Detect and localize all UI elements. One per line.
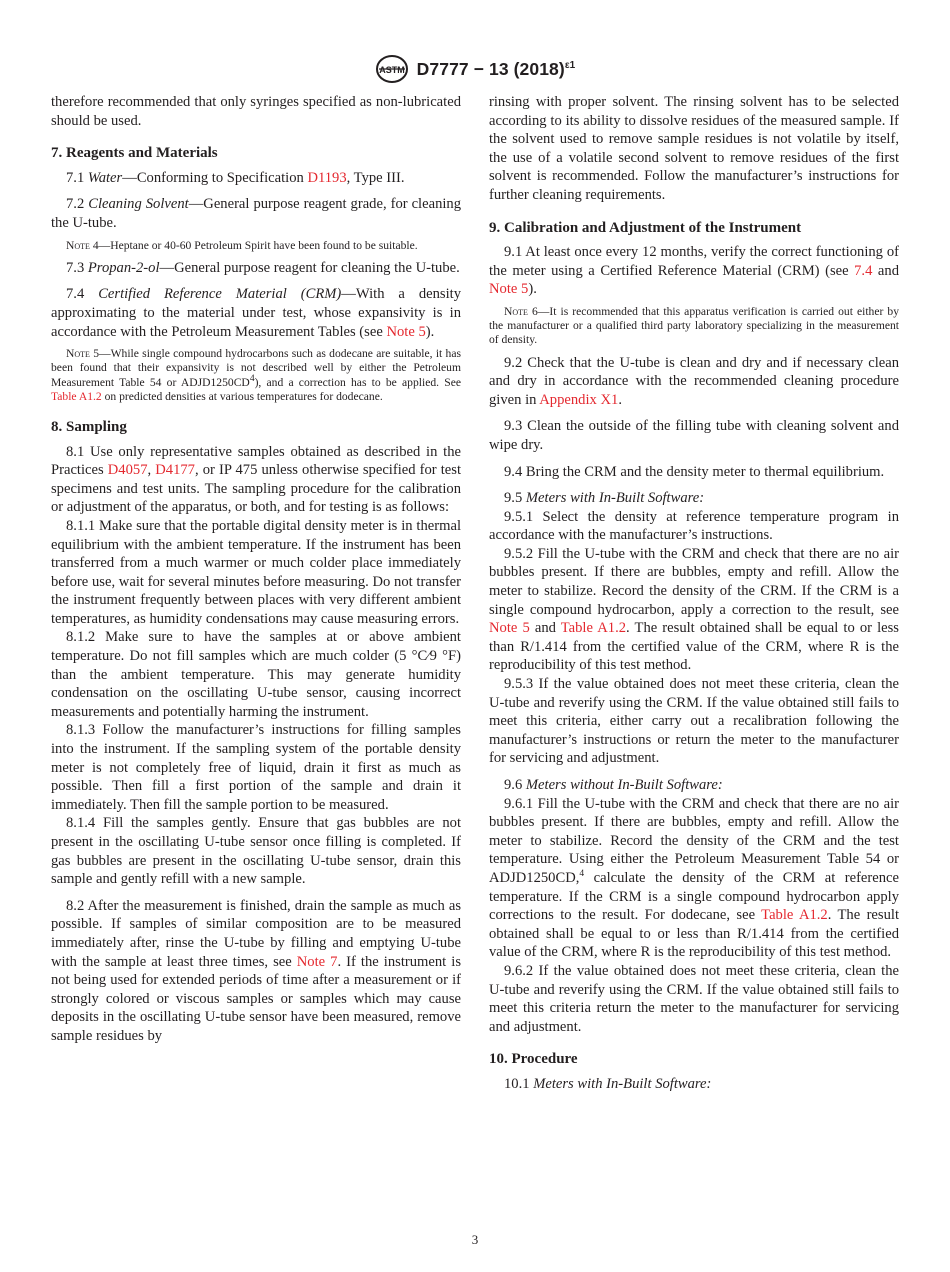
right-column xyxy=(489,93,899,1094)
link-table-a1-2-c[interactable]: Table A1.2 xyxy=(761,907,828,924)
paragraph-8-1: 8.1 Use only representative samples obtained as described in the Practices D4057, D4177, or IP 475 unless otherwise specified for test specimens and test units. The sampling procedure for the calibration or adjustment of the apparatus, or both, and for testing is as follows: xyxy=(51,443,462,516)
paragraph-9-6-1: 9.6.1 Fill the U-tube with the CRM and check that there are no air bubbles present. If there are bubbles, empty and refill. Allow the meter to stabilize. Record the density of the CRM and the test temperature. Using either the Petroleum Measurement Table 54 or ADJD1250CD,$^4$ calculate the density of the CRM at reference temperature. If the CRM is a single compound hydrocarbon apply corrections to the result. For dodecane, see Table A1.2. The result obtained shall be equal to or less than R/1.414 from the certified value of the CRM, where R is the reproducibility of this test method. xyxy=(489,795,899,961)
paragraph-9-5-3: 9.5.3 If the value obtained does not meet these criteria, clean the U-tube and reverify using the CRM. If the value obtained still fails to meet this criteria, either carry out a recalibration following the manufacturer’s instructions or return the meter to the manufacturer for servicing and adjustment. xyxy=(489,676,899,767)
paragraph-7-1: 7.1 Water—Conforming to Specification D1193, Type III. xyxy=(66,169,405,186)
link-note-5-right[interactable]: Note 5 xyxy=(489,281,529,298)
link-table-a1-2-b[interactable]: Table A1.2 xyxy=(560,620,627,637)
left-column xyxy=(51,93,461,1046)
paragraph-7-4: 7.4 Certified Reference Material (CRM)—With a density approximating to the material under test, whose expansivity is in accordance with the Petroleum Measurement Tables (see Note 5). xyxy=(51,286,462,340)
paragraph-9-5: 9.5 Meters with In-Built Software: xyxy=(504,490,705,507)
continuation-text: therefore recommended that only syringes specified as non-lubricated should be used. xyxy=(51,94,461,129)
link-appendix-x1[interactable]: Appendix X1 xyxy=(539,391,619,408)
paragraph-9-2: 9.2 Check that the U-tube is clean and dry and if necessary clean and dry in accordance with the recommended cleaning procedure given in Appendix X1. xyxy=(489,354,899,408)
link-note-5-b[interactable]: Note 5 xyxy=(489,620,530,637)
note-4: Note 4—Heptane or 40-60 Petroleum Spirit have been found to be suitable. xyxy=(66,238,418,252)
link-note-5[interactable]: Note 5 xyxy=(386,323,426,340)
paragraph-9-6: 9.6 Meters without In-Built Software: xyxy=(504,777,723,794)
document-designation: D7777 − 13 $(2018)^{\varepsilon 1}$ xyxy=(416,58,576,79)
link-7-4[interactable]: 7.4 xyxy=(854,262,873,279)
continuation-text-right: rinsing with proper solvent. The rinsing solvent has to be selected according to its ability to dissolve residues of the measured sample. If the solvent used to remove sample residues is not volatile by itself, the use of a volatile second solvent to remove residues of the first solvent is recommended. Follow the manufacturer’s instructions for further cleaning requirements. xyxy=(489,94,899,203)
link-note-7[interactable]: Note 7 xyxy=(296,953,338,970)
paragraph-7-2: 7.2 Cleaning Solvent—General purpose reagent grade, for cleaning the U-tube. xyxy=(51,196,462,231)
link-d4057[interactable]: D4057 xyxy=(107,462,148,479)
paragraph-9-5-1: 9.5.1 Select the density at reference temperature program in accordance with the manufacturer’s instructions. xyxy=(489,508,899,544)
paragraph-8-2: 8.2 After the measurement is finished, drain the sample as much as possible. If samples of similar composition are to be measured immediately after, rinse the U-tube by filling and emptying U-tube with the sample at least three times, see Note 7. If the instrument is not being used for extended periods of time after a measurement or if strongly colored or viscous samples or samples which may cause deposits in the oscillating U-tube sensor have been measured, remove sample residues by xyxy=(51,897,461,1044)
section-7-heading: 7. Reagents and Materials xyxy=(51,145,218,162)
paragraph-8-1-2: 8.1.2 Make sure to have the samples at or above ambient temperature. Do not fill samples which are much colder (5 °C⁄9 °F) than the ambient temperature. This may generate humidity condensation on the oscillating U-tube sensor, causing incorrect measurements and potentially harming the instrument. xyxy=(51,629,461,720)
paragraph-9-5-2: 9.5.2 Fill the U-tube with the CRM and check that there are no air bubbles present. If there are bubbles, empty and refill. Allow the meter to stabilize. Record the density of the CRM. If the CRM is a single compound hydrocarbon, apply a correction to the result, see Note 5 and Table A1.2. The result obtained shall be equal to or less than R/1.414 from the certified value of the CRM, where R is the reproducibility of this test method. xyxy=(489,545,899,674)
section-9-heading: 9. Calibration and Adjustment of the Instrument xyxy=(489,219,802,236)
paragraph-9-4: 9.4 Bring the CRM and the density meter to thermal equilibrium. xyxy=(504,463,885,480)
section-10-heading: 10. Procedure xyxy=(489,1051,578,1068)
paragraph-9-6-2: 9.6.2 If the value obtained does not meet these criteria, clean the U-tube and reverify using the CRM. If the value obtained still fails to meet this criteria return the meter to the manufacturer for servicing and adjustment. xyxy=(489,962,899,1035)
section-8-heading: 8. Sampling xyxy=(51,418,127,435)
page-number: 3 xyxy=(471,1232,479,1247)
link-d1193[interactable]: D1193 xyxy=(307,169,347,186)
paragraph-7-3: 7.3 Propan-2-ol—General purpose reagent for cleaning the U-tube. xyxy=(66,259,460,276)
paragraph-9-3: 9.3 Clean the outside of the filling tube with cleaning solvent and wipe dry. xyxy=(489,418,899,453)
paragraph-8-1-3: 8.1.3 Follow the manufacturer’s instructions for filling samples into the instrument. If the sampling system of the portable density meter is not completely free of liquid, drain it first as much as possible. Then fill a first portion of the sample and drain it immediately. Then fill the sample portion to be measured. xyxy=(51,722,461,813)
page-header xyxy=(0,54,950,84)
paragraph-8-1-1: 8.1.1 Make sure that the portable digital density meter is in thermal equilibrium with the ambient temperature. If the instrument has been transferred from a much warmer or much colder place immediately before use, wait for several minutes before measuring. Do not transfer the instrument frequently between places with very different ambient temperatures, as humidity condensations may cause measuring errors. xyxy=(51,517,461,627)
note-5: Note 5—While single compound hydrocarbons such as dodecane are suitable, it has been found that their expansivity is not described well by either the Petroleum Measurement Table 54 or $ADJD1250CD^4$), and a correction has to be applied. See Table A1.2 on predicted densities at various temperatures for dodecane. xyxy=(51,347,462,403)
paragraph-8-1-4: 8.1.4 Fill the samples gently. Ensure that gas bubbles are not present in the oscillating U-tube sensor once filling is completed. If gas bubbles are present in the oscillating U-tube sensor, drain this sample and gently refill with a new sample. xyxy=(51,815,461,888)
astm-logo xyxy=(375,54,409,84)
link-table-a1-2[interactable]: Table A1.2 xyxy=(51,389,102,403)
note-6: Note 6—It is recommended that this apparatus verification is carried out either by the manufacturer or a qualified third party laboratory specializing in the measurement of density. xyxy=(489,304,899,347)
svg-text:ASTM: ASTM xyxy=(378,65,405,75)
link-d4177[interactable]: D4177 xyxy=(155,462,195,479)
paragraph-10-1: 10.1 Meters with In-Built Software: xyxy=(504,1075,712,1092)
paragraph-9-1: 9.1 At least once every 12 months, verify the correct functioning of the meter using a Certified Reference Material (CRM) (see 7.4 and Note 5). xyxy=(489,244,899,298)
